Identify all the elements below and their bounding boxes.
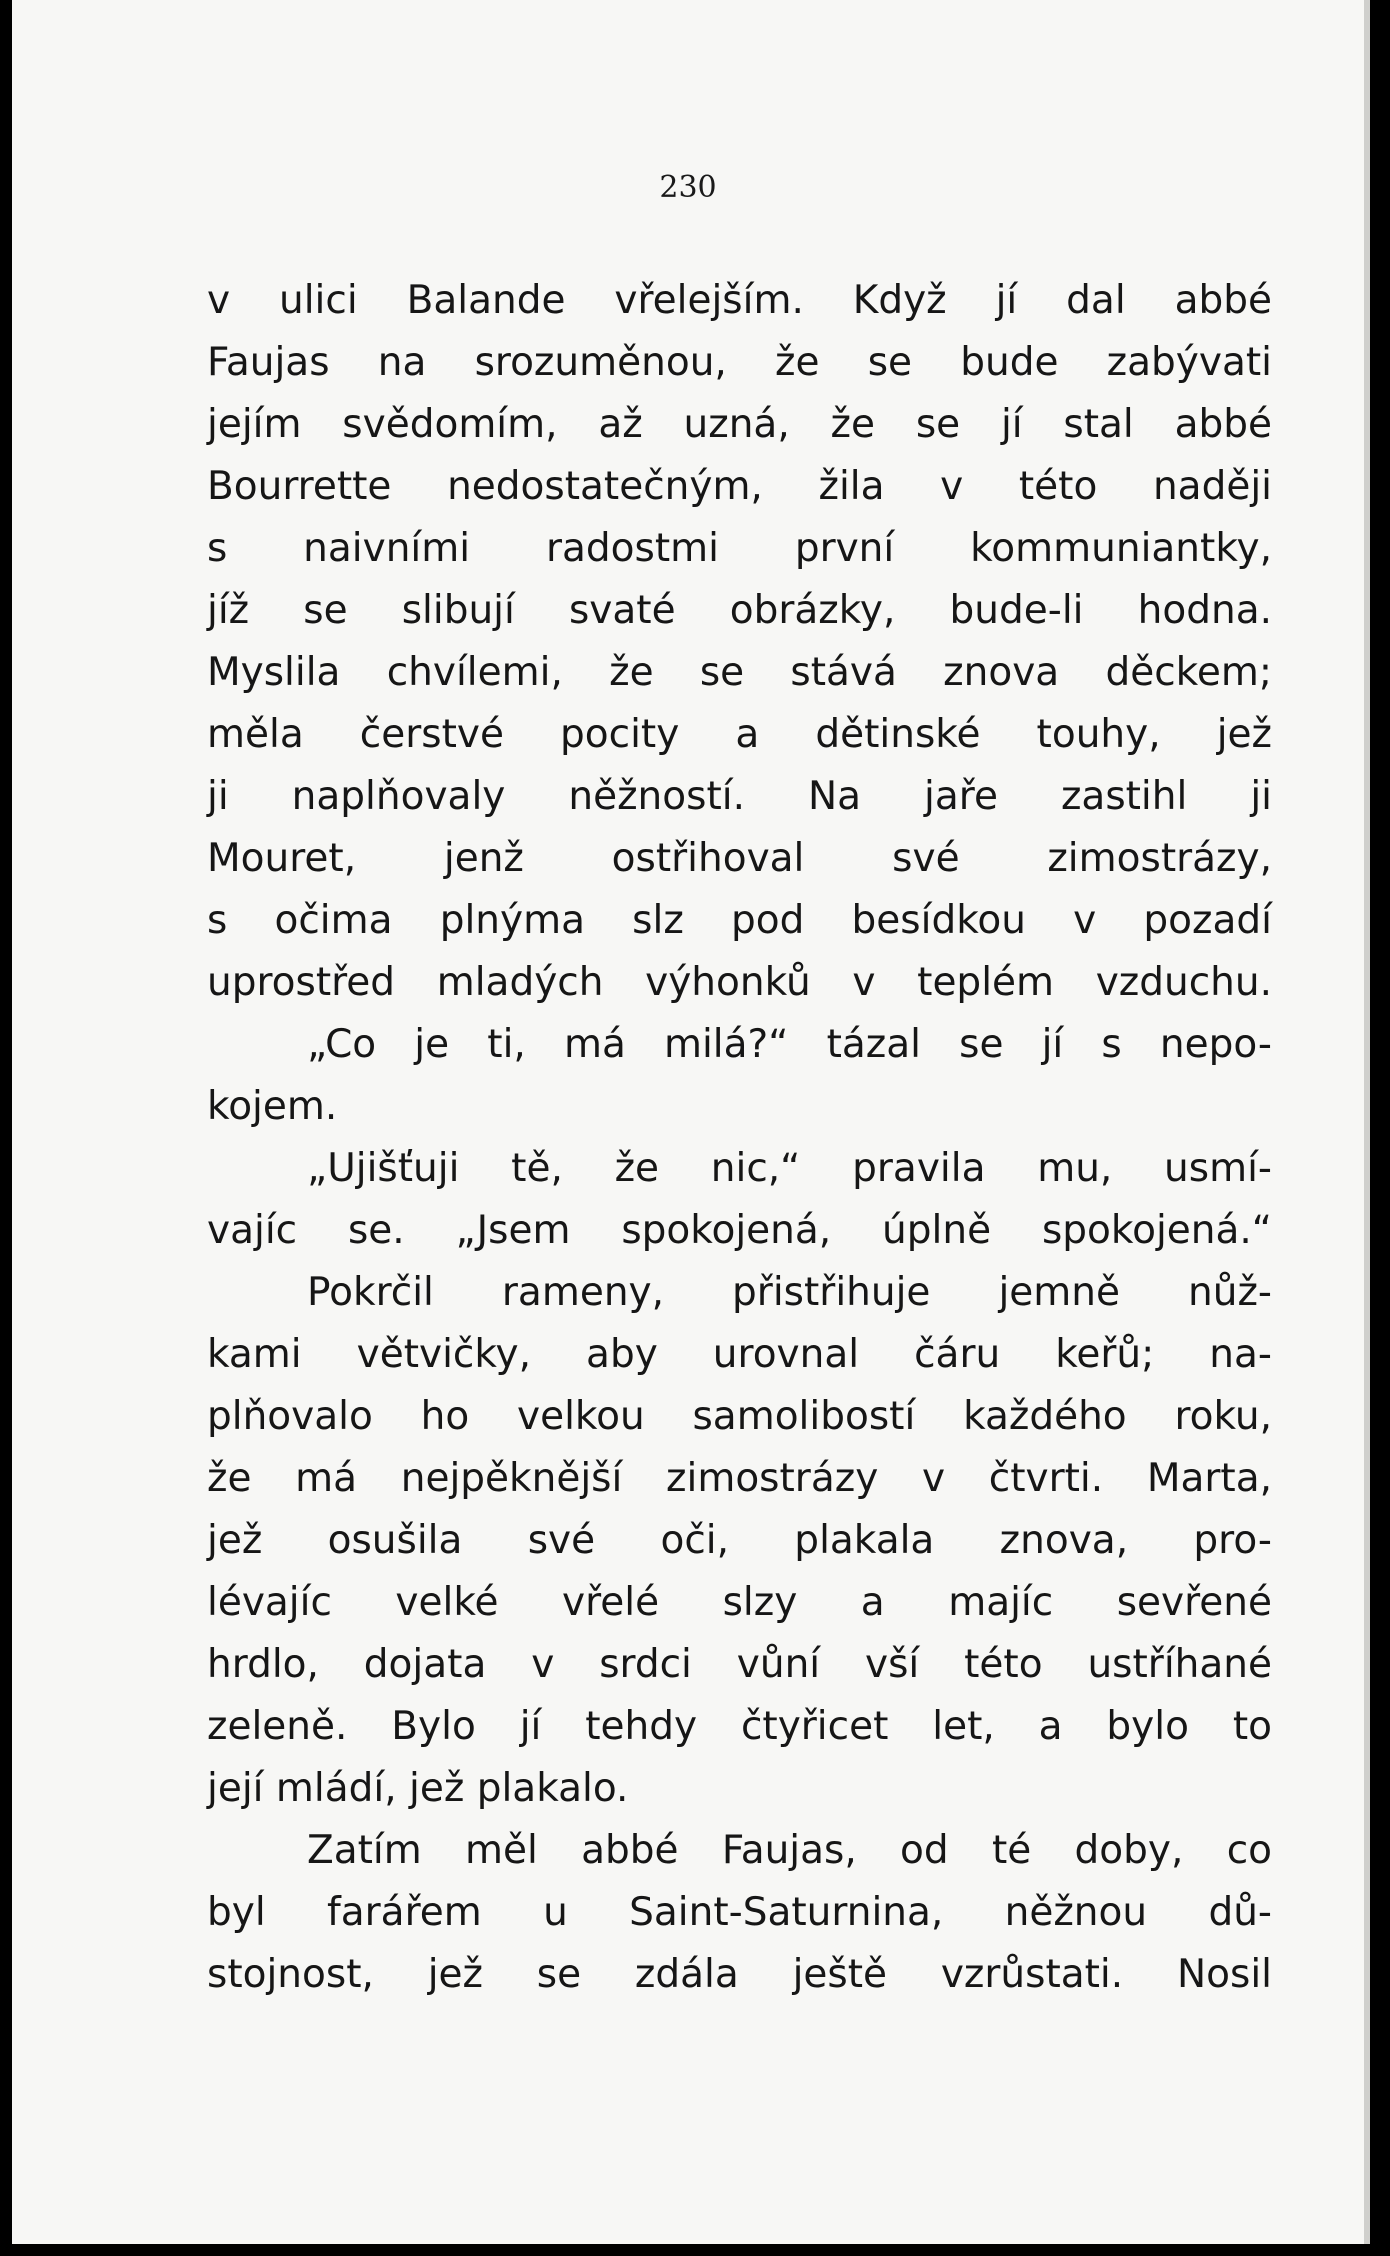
- text-line: vajíc se. „Jsem spokojená, úplně spokojená.“: [207, 1208, 1272, 1253]
- body-text: [207, 270, 1272, 2006]
- page-number: 230: [659, 170, 717, 205]
- text-line: zeleně. Bylo jí tehdy čtyřicet let, a bylo to: [207, 1704, 1272, 1749]
- text-line: plňovalo ho velkou samolibostí každého roku,: [207, 1394, 1272, 1439]
- text-line: s naivními radostmi první kommuniantky,: [207, 526, 1272, 571]
- text-line: její mládí, jež plakalo.: [207, 1766, 629, 1811]
- text-line: Zatím měl abbé Faujas, od té doby, co: [307, 1828, 1272, 1873]
- text-line: Pokrčil rameny, přistřihuje jemně nůž-: [307, 1270, 1272, 1315]
- text-line: Myslila chvílemi, že se stává znova děckem;: [207, 650, 1272, 695]
- text-line: „Ujišťuji tě, že nic,“ pravila mu, usmí-: [307, 1146, 1272, 1191]
- text-line: stojnost, jež se zdála ještě vzrůstati. Nosil: [207, 1952, 1272, 1997]
- text-line: kami větvičky, aby urovnal čáru keřů; na-: [207, 1332, 1272, 1377]
- text-line: lévajíc velké vřelé slzy a majíc sevřené: [207, 1580, 1272, 1625]
- text-line: „Co je ti, má milá?“ tázal se jí s nepo-: [307, 1022, 1272, 1067]
- text-line: uprostřed mladých výhonků v teplém vzduchu.: [207, 960, 1272, 1005]
- text-line: jež osušila své oči, plakala znova, pro-: [207, 1518, 1272, 1563]
- text-line: jejím svědomím, až uzná, že se jí stal abbé: [207, 402, 1272, 447]
- text-line: ji naplňovaly něžností. Na jaře zastihl ji: [207, 774, 1272, 819]
- text-line: Faujas na srozuměnou, že se bude zabývati: [207, 340, 1272, 385]
- text-line: měla čerstvé pocity a dětinské touhy, jež: [207, 712, 1272, 757]
- text-line: Mouret, jenž ostřihoval své zimostrázy,: [207, 836, 1272, 881]
- book-page: [12, 0, 1370, 2244]
- text-line: kojem.: [207, 1084, 338, 1129]
- text-line: jíž se slibují svaté obrázky, bude-li hodna.: [207, 588, 1272, 633]
- text-line: Bourrette nedostatečným, žila v této naději: [207, 464, 1272, 509]
- text-line: s očima plnýma slz pod besídkou v pozadí: [207, 898, 1272, 943]
- text-line: byl farářem u Saint-Saturnina, něžnou dů-: [207, 1890, 1272, 1935]
- text-line: že má nejpěknější zimostrázy v čtvrti. Marta,: [207, 1456, 1272, 1501]
- text-line: hrdlo, dojata v srdci vůní vší této ustříhané: [207, 1642, 1272, 1687]
- text-line: v ulici Balande vřelejším. Když jí dal abbé: [207, 278, 1272, 323]
